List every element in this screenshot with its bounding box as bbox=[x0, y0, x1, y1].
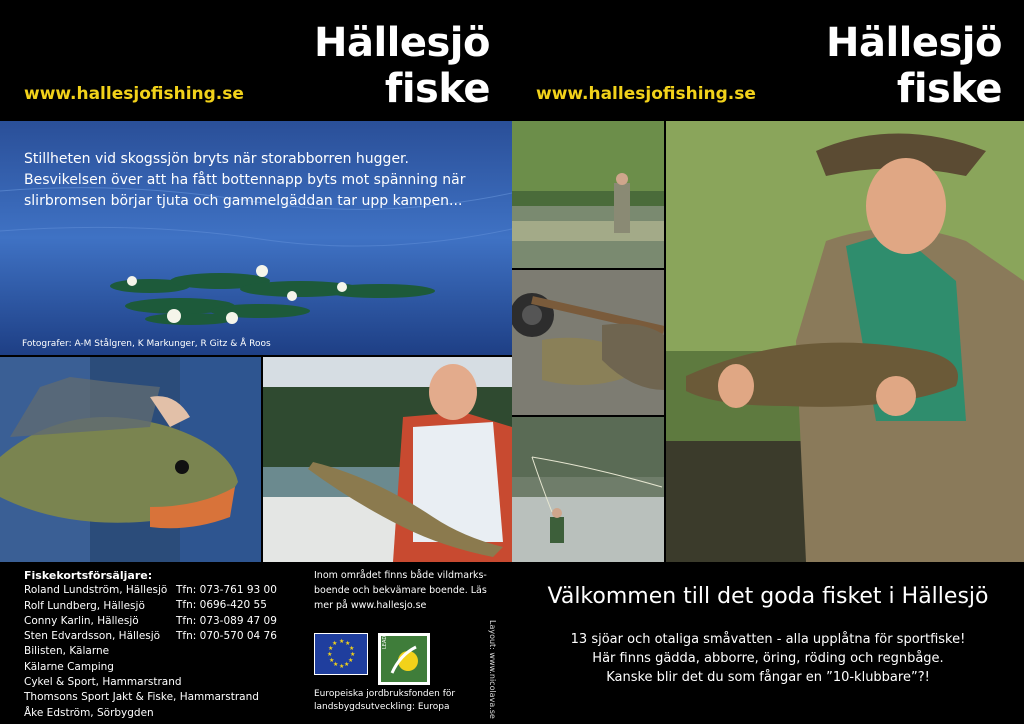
pike-catch-photo bbox=[263, 357, 512, 562]
fund-caption bbox=[314, 688, 464, 714]
phone-item: Tfn: 0696-420 55 bbox=[176, 599, 267, 612]
seller-item: Bilisten, Kälarne bbox=[24, 645, 110, 658]
svg-text:★: ★ bbox=[333, 661, 339, 668]
accommodation-info: Inom området finns både vildmarks-boende och bekvämare boende. Läs mer på www.hallesjo.se bbox=[314, 570, 487, 611]
right-page bbox=[512, 0, 1024, 724]
blurb-line-2: Här finns gädda, abborre, öring, röding och regnbåge. bbox=[592, 651, 944, 666]
brochure-title bbox=[826, 20, 1002, 112]
lake-intro-text: Stillheten vid skogssjön bryts när storabborren hugger. Besvikelsen över att ha fått bottennapp byts mot spänning när slirbromsen börjar tjuta och gammelgäddan tar upp kampen... bbox=[24, 151, 466, 209]
svg-text:★: ★ bbox=[345, 640, 351, 647]
phone-item: Tfn: 070-570 04 76 bbox=[176, 629, 277, 642]
svg-text:★: ★ bbox=[350, 651, 356, 658]
title-line-1: Hällesjö bbox=[825, 20, 1002, 66]
welcome-blurb bbox=[512, 630, 1024, 687]
svg-text:★: ★ bbox=[332, 640, 338, 647]
photo-credit: Fotografer: A-M Stålgren, K Markunger, R Gitz & Å Roos bbox=[22, 339, 271, 349]
eu-flag-logo bbox=[314, 633, 368, 675]
seller-item: Kälarne Camping bbox=[24, 660, 114, 673]
title-line-1: Hällesjö bbox=[313, 20, 490, 66]
title-line-2: fiske bbox=[384, 66, 490, 112]
website-link[interactable]: www.hallesjofishing.se bbox=[536, 84, 756, 104]
svg-text:★: ★ bbox=[348, 657, 354, 664]
blurb-line-1: 13 sjöar och otaliga småvatten - alla upplåtna för sportfiske! bbox=[570, 632, 966, 647]
website-link[interactable]: www.hallesjofishing.se bbox=[24, 84, 244, 104]
seller-item: Thomsons Sport Jakt & Fiske, Hammarstrand bbox=[24, 691, 259, 704]
fly-casting-photo bbox=[512, 417, 664, 562]
sellers-heading: Fiskekortsförsäljare: bbox=[24, 569, 153, 582]
welcome-heading: Välkommen till det goda fisket i Hällesjö bbox=[547, 584, 989, 609]
seller-item: Åke Edström, Sörbygden bbox=[24, 706, 154, 719]
svg-text:★: ★ bbox=[329, 657, 335, 664]
fund-caption-line-2: landsbygdsutveckling: Europa bbox=[314, 702, 450, 712]
blurb-line-3: Kanske blir det du som fångar en ”10-klubbare”?! bbox=[606, 670, 930, 685]
leader-label: LEADER bbox=[382, 633, 388, 649]
lake-water-lilies-photo bbox=[0, 121, 512, 355]
seller-item: Conny Karlin, Hällesjö bbox=[24, 614, 139, 627]
big-trout-catch-photo bbox=[666, 121, 1024, 562]
svg-text:★: ★ bbox=[349, 645, 355, 652]
phone-list bbox=[176, 583, 277, 644]
svg-text:★: ★ bbox=[328, 645, 334, 652]
title-line-2: fiske bbox=[896, 66, 1002, 112]
layout-credit: Layout: www.nicolava.se bbox=[488, 620, 497, 719]
seller-item: Sten Edvardsson, Hällesjö bbox=[24, 630, 161, 643]
perch-catch-photo bbox=[0, 357, 261, 562]
trout-and-reel-photo bbox=[512, 270, 664, 415]
leader-logo bbox=[378, 633, 430, 685]
seller-item: Rolf Lundberg, Hällesjö bbox=[24, 599, 145, 612]
seller-item: Cykel & Sport, Hammarstrand bbox=[24, 676, 182, 689]
phone-item: Tfn: 073-089 47 09 bbox=[176, 614, 277, 627]
svg-text:★: ★ bbox=[339, 663, 345, 670]
svg-text:★: ★ bbox=[327, 651, 333, 658]
brochure-title bbox=[314, 20, 490, 112]
phone-item: Tfn: 073-761 93 00 bbox=[176, 584, 277, 596]
svg-text:★: ★ bbox=[339, 638, 345, 645]
svg-text:★: ★ bbox=[344, 661, 350, 668]
seller-item: Roland Lundström, Hällesjö bbox=[24, 584, 168, 597]
river-angler-photo bbox=[512, 121, 664, 268]
fund-caption-line-1: Europeiska jordbruksfonden för bbox=[314, 689, 456, 699]
